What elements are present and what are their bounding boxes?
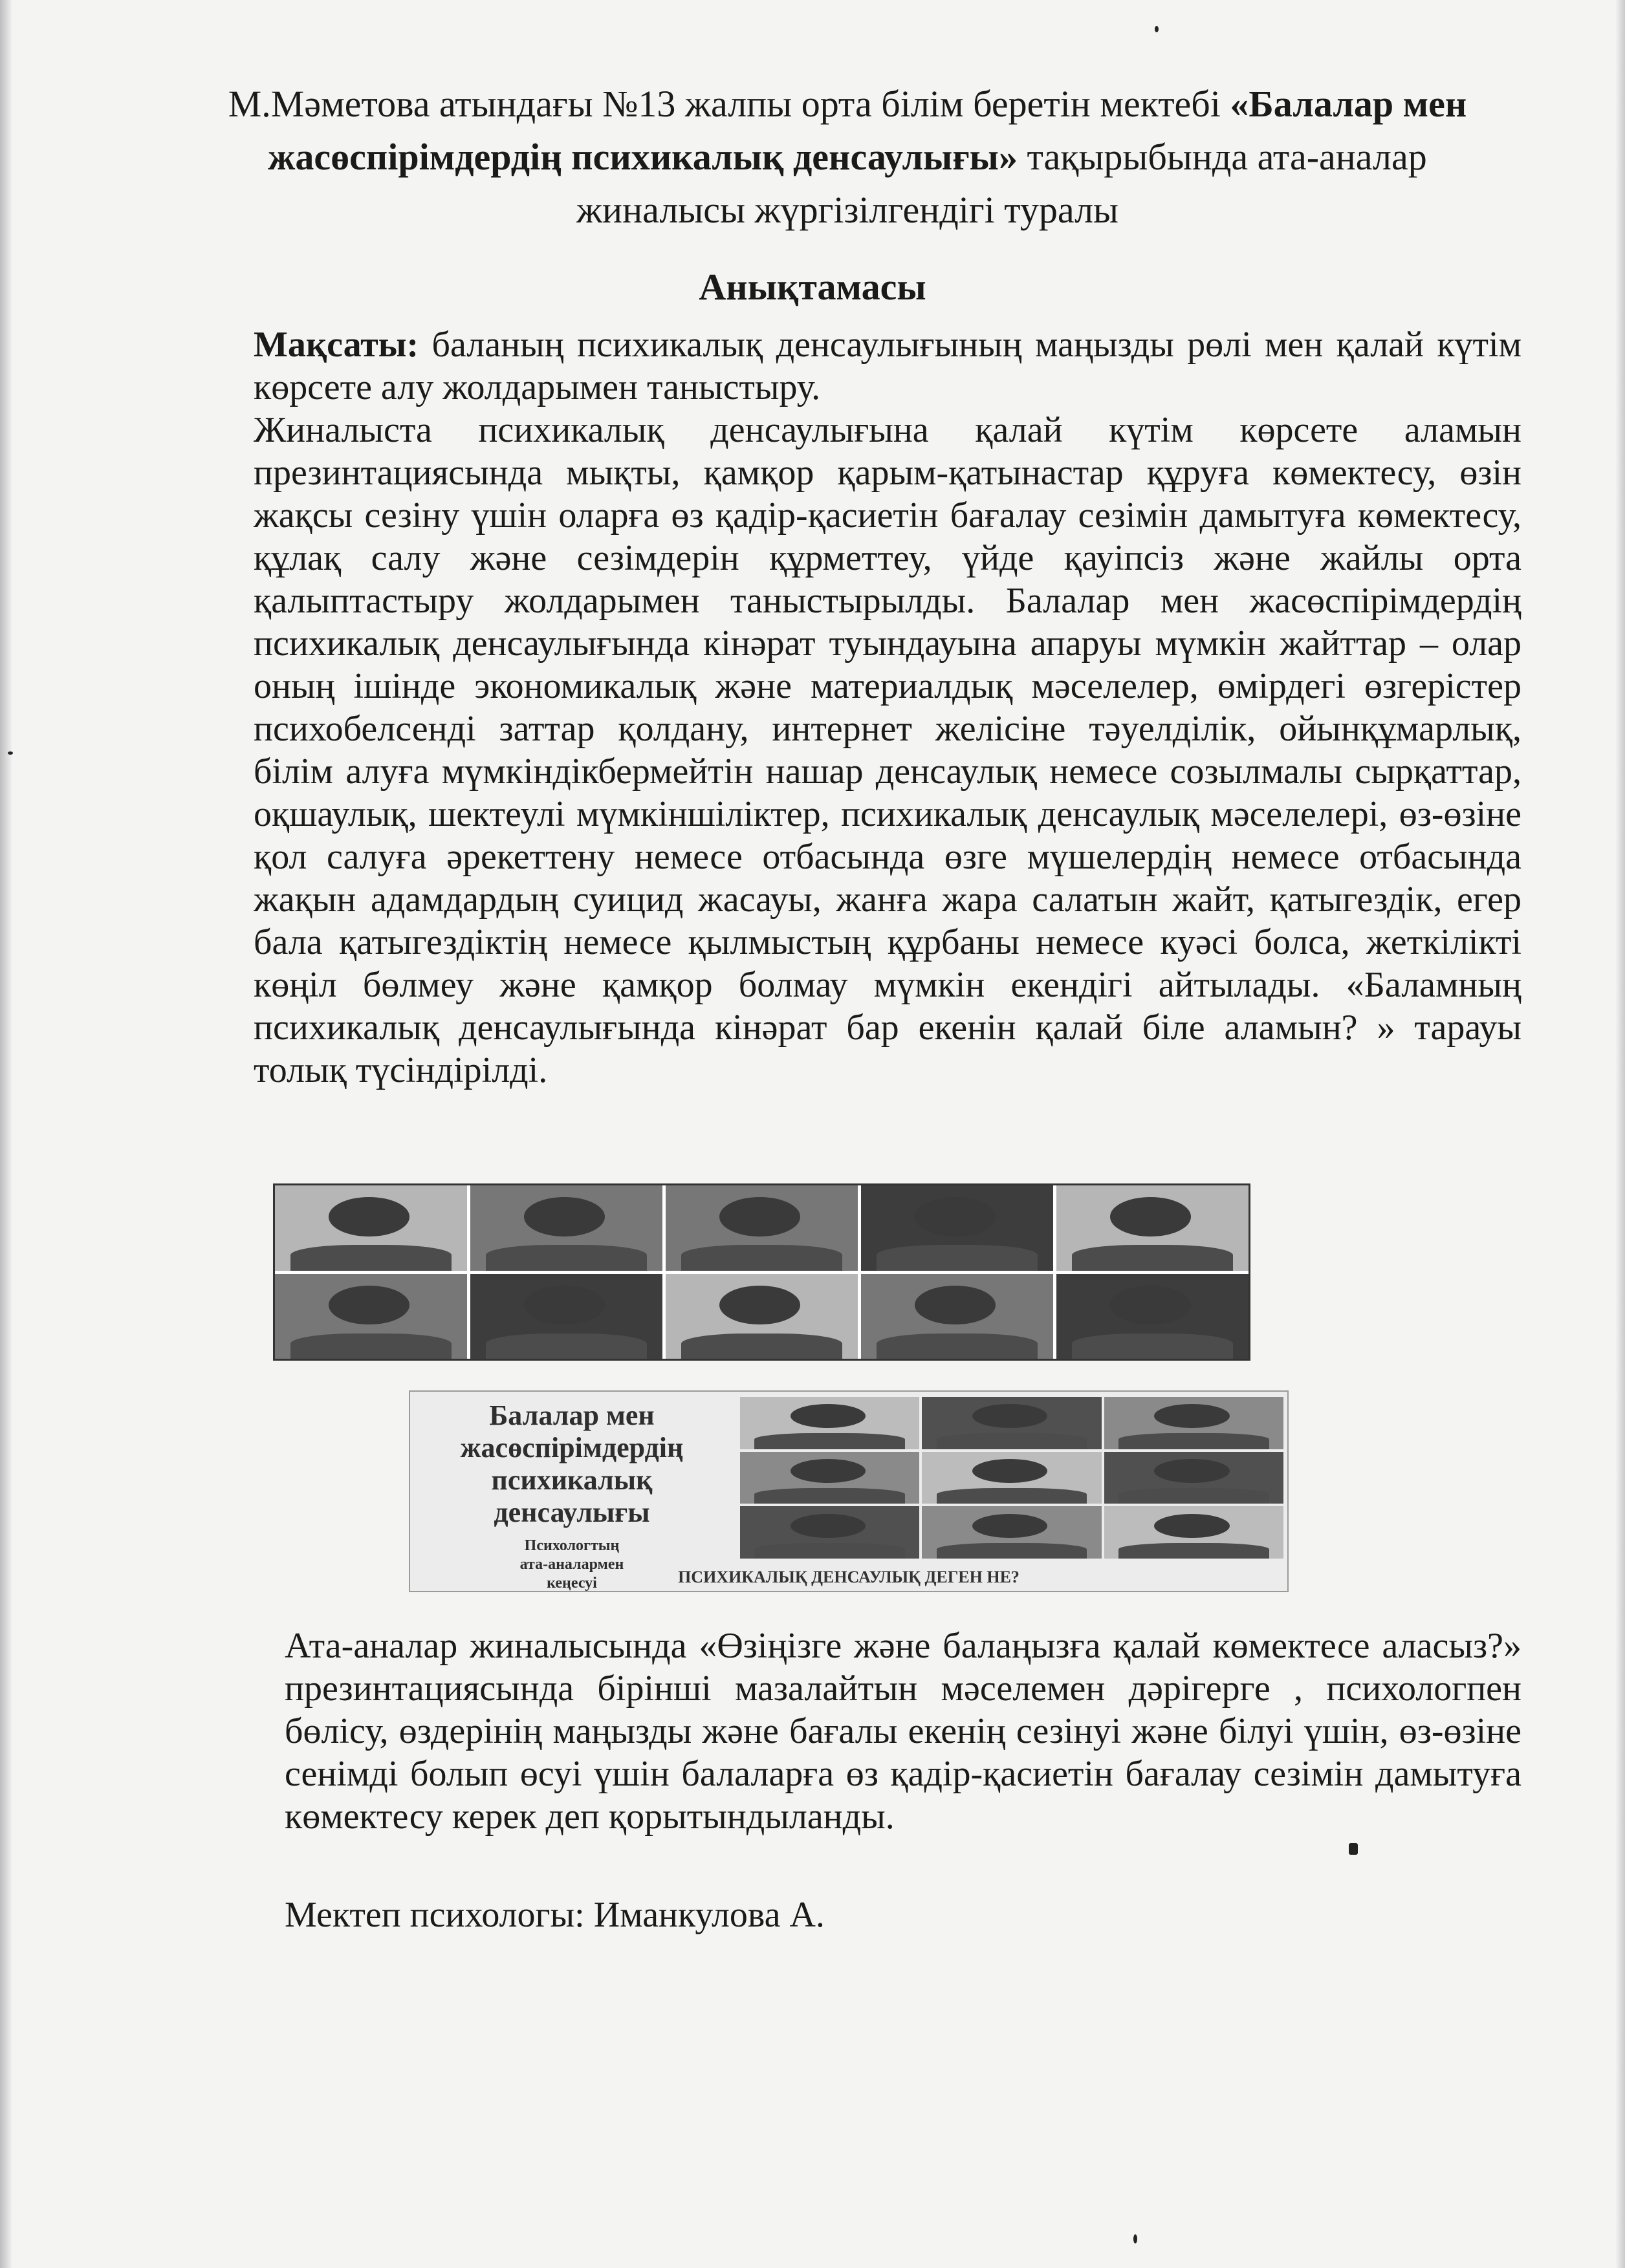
slide-photo	[740, 1397, 919, 1449]
presentation-slide	[409, 1390, 1289, 1592]
meeting-photo	[861, 1274, 1053, 1359]
slide-title-line: Балалар мен	[489, 1399, 655, 1431]
conclusion-paragraph: Ата-аналар жиналысында «Өзіңізге және балаңызға қалай көмектесе аласыз?» презинтациясында бірінші мазалайтын мәселемен дәрігерге , психологпен бөлісу, өздерінің маңызды және бағалы екенің сезінуі және білуі үшін, өз-өзіне сенімді болып өсуі үшін балаларға өз қадір-қасиетін бағалау сезімін дамытуға көмектесу керек деп қорытындыланды.	[285, 1626, 1521, 1837]
header-line1-bold: «Балалар мен	[1230, 83, 1467, 125]
meeting-photo	[275, 1185, 467, 1271]
header-line2-bold: жасөспірімдердің психикалық денсаулығы»	[268, 136, 1018, 178]
purpose-label: Мақсаты:	[254, 325, 419, 365]
slide-photo	[740, 1506, 919, 1559]
header-line2-plain: тақырыбында ата-аналар	[1017, 136, 1427, 178]
slide-photo	[922, 1452, 1101, 1504]
slide-title	[410, 1399, 734, 1529]
slide-photo	[740, 1452, 919, 1504]
slide-title-line: жасөспірімдердің	[460, 1432, 684, 1463]
scan-right-edge	[1616, 0, 1625, 2268]
slide-photo	[922, 1397, 1101, 1449]
slide-photo-grid	[740, 1397, 1283, 1559]
signature-line: Мектеп психологы: Иманкулова А.	[285, 1895, 825, 1935]
conclusion-section	[285, 1625, 1521, 1838]
slide-subtitle-line: кеңесуі	[547, 1575, 597, 1592]
document-header	[168, 78, 1527, 237]
slide-photo	[1104, 1452, 1283, 1504]
slide-subtitle-line: Психологтың	[524, 1537, 620, 1554]
meeting-photo	[861, 1185, 1053, 1271]
scan-speck	[1349, 1843, 1358, 1855]
slide-footer: ПСИХИКАЛЫҚ ДЕНСАУЛЫҚ ДЕГЕН НЕ?	[678, 1568, 1020, 1586]
purpose-paragraph	[254, 323, 1521, 409]
meeting-photo	[470, 1274, 662, 1359]
meeting-photo	[666, 1274, 858, 1359]
meeting-photo	[1056, 1274, 1249, 1359]
meeting-photo	[1056, 1185, 1249, 1271]
meeting-photo	[470, 1185, 662, 1271]
meeting-photo-collage	[273, 1183, 1250, 1361]
scan-speck	[1155, 26, 1159, 32]
header-line1-plain: М.Мәметова атындағы №13 жалпы орта білім беретін мектебі	[228, 83, 1230, 125]
header-line3: жиналысы жүргізілгендігі туралы	[576, 189, 1119, 231]
purpose-text: баланың психикалық денсаулығының маңызды рөлі мен қалай күтім көрсете алу жолдарымен таныстыру.	[254, 325, 1521, 407]
document-body	[254, 323, 1521, 1092]
meeting-photo	[666, 1185, 858, 1271]
scan-speck	[8, 751, 13, 755]
document-title: Анықтамасы	[699, 266, 926, 308]
scan-left-edge	[0, 0, 12, 2268]
slide-photo	[1104, 1397, 1283, 1449]
main-paragraph: Жиналыста психикалық денсаулығына қалай күтім көрсете аламын презинтациясында мықты, қамқор қарым-қатынастар құруға көмектесу, өзін жақсы сезіну үшін оларға өз қадір-қасиетін бағалау сезімін дамытуға көмектесу, құлақ салу және сезімдерін құрметтеу, үйде қауіпсіз және жайлы орта қалыптастыру жолдарымен таныстырылды. Балалар мен жасөспірімдердің психикалық денсаулығында кінәрат туындауына апаруы мүмкін жайттар – олар оның ішінде экономикалық және материалдық мәселелер, өмірдегі өзгерістер психобелсенді заттар қолдану, интернет желісіне тәуелділік, ойынқұмарлық, білім алуға мүмкіндікбермейтін нашар денсаулық немесе созылмалы сырқаттар, оқшаулық, шектеулі мүмкіншіліктер, психикалық денсаулық мәселелері, өз-өзіне қол салуға әрекеттену немесе отбасында өзге мүшелердің немесе отбасында жақын адамдардың суицид жасауы, жанға жара салатын жайт, қатыгездік, егер бала қатыгездіктің немесе қылмыстың құрбаны немесе куәсі болса, жеткілікті көңіл бөлмеу және қамқор болмау мүмкін екендігі айтылады. «Баламның психикалық денсаулығында кінәрат бар екенін қалай біле аламын? » тарауы толық түсіндірілді.	[254, 410, 1521, 1090]
slide-title-line: денсаулығы	[494, 1496, 650, 1528]
meeting-photo	[275, 1274, 467, 1359]
slide-photo	[922, 1506, 1101, 1559]
slide-photo	[1104, 1506, 1283, 1559]
slide-subtitle-line: ата-аналармен	[519, 1556, 624, 1573]
slide-title-line: психикалық	[491, 1464, 653, 1496]
slide-text-block	[410, 1392, 734, 1592]
scan-speck	[1133, 2234, 1137, 2243]
